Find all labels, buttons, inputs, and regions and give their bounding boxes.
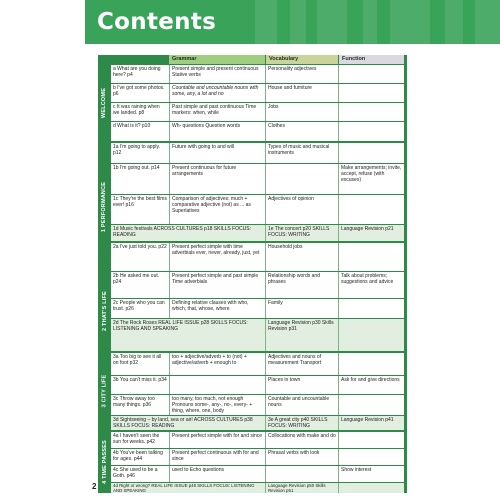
skills-row — [111, 319, 404, 351]
function-cell — [338, 143, 404, 163]
lesson-cell: 3c Throw away too many things. p36 — [113, 396, 155, 409]
lesson-cell: 1c They're the best films ever! p16 — [113, 196, 167, 209]
vocabulary-cell — [265, 164, 338, 194]
table-row — [111, 353, 404, 375]
vocabulary-cell: House and furniture — [265, 84, 338, 102]
table-row — [111, 195, 404, 224]
lesson-cell: 1a I'm going to apply. p12 — [113, 144, 161, 157]
banner-stripe — [390, 0, 430, 44]
function-cell — [338, 299, 404, 318]
section-label-welcome: WELCOME — [101, 87, 108, 119]
grammar-cell: Present perfect continuous with for and since — [169, 449, 265, 465]
vocabulary-cell: Collocations with make and do — [265, 432, 338, 448]
lesson-cell: 3a Too big to see it all on foot p32 — [113, 354, 162, 367]
contents-banner — [85, 0, 500, 44]
function-cell — [338, 65, 404, 83]
page-number: 2 — [92, 482, 97, 491]
table-row — [111, 164, 404, 194]
function-cell — [338, 243, 404, 271]
grammar-cell: Present perfect simple with for and since — [169, 432, 265, 448]
lesson-cell: 2c People who you can trust. p26 — [113, 300, 165, 313]
function-cell — [338, 449, 404, 465]
vocabulary-cell: Language Revision p50 Skills Revision p51 — [265, 483, 338, 493]
function-cell: Show interest — [338, 466, 404, 482]
lesson-cell: a What are you doing here? p4 — [113, 66, 161, 79]
table-row — [111, 376, 404, 394]
function-cell — [338, 395, 404, 415]
lesson-cell: d What is it? p10 — [113, 123, 151, 129]
lesson-cell: 4d Right or wrong? REAL LIFE ISSUE p48 SKILLS FOCUS: LISTENING AND SPEAKING — [113, 483, 255, 493]
vocabulary-cell: Family — [265, 299, 338, 318]
lesson-cell: 2b He asked me out. p24 — [113, 273, 160, 286]
banner-stripe — [475, 0, 500, 44]
table-row — [111, 65, 404, 83]
function-cell: Ask for and give directions — [338, 376, 404, 394]
skills-row — [111, 416, 404, 430]
vocabulary-cell: 1e The concert p20 SKILLS FOCUS: WRITING — [265, 225, 338, 241]
banner-stripe — [255, 0, 277, 44]
grammar-cell: Present perfect simple with time adverbials ever, never, already, just, yet — [169, 243, 265, 271]
function-cell: Language Revision p41 — [338, 416, 404, 430]
function-cell — [338, 84, 404, 102]
function-cell — [338, 103, 404, 121]
vocabulary-cell: Adjectives and nouns of measurement Transport — [265, 353, 338, 375]
vocabulary-cell — [265, 466, 338, 482]
vocabulary-cell: 3e A great city p40 SKILLS FOCUS: WRITING — [265, 416, 338, 430]
vocabulary-cell: Personality adjectives — [265, 65, 338, 83]
vocabulary-cell: Countable and uncountable nouns — [265, 395, 338, 415]
table-row — [111, 449, 404, 465]
lesson-cell: 1d Music festivals ACROSS CULTURES p18 SKILLS FOCUS: READING — [113, 226, 252, 239]
grammar-cell: too many, too much, not enough Pronouns some-, any-, no-, every- + thing, where, one, body — [169, 395, 265, 415]
lesson-cell: 2d The Rock Roses REAL LIFE ISSUE p28 SKILLS FOCUS: LISTENING AND SPEAKING — [113, 320, 248, 333]
header-function: Function — [339, 55, 404, 64]
header-lesson — [111, 55, 168, 64]
grammar-cell: used to Echo questions — [169, 466, 265, 482]
grammar-cell: Past simple and past continuous Time markers: when, while — [169, 103, 265, 121]
grammar-cell — [169, 376, 265, 394]
header-grammar: Grammar — [169, 55, 265, 64]
lesson-cell: b I've got some photos. p6 — [113, 85, 165, 98]
section-label-city-life: 3 CITY LIFE — [101, 374, 108, 408]
grammar-cell: Present continuous for future arrangements — [169, 164, 265, 194]
function-cell — [338, 432, 404, 448]
table-row — [111, 432, 404, 448]
lesson-cell: 4c She used to be a Goth. p46 — [113, 467, 158, 480]
header-vocabulary: Vocabulary — [266, 55, 338, 64]
lesson-cell: 3d Sightseeing – by land, sea or air! ACROSS CULTURES p38 SKILLS FOCUS: READING — [113, 417, 253, 430]
vocabulary-cell: Adjectives of opinion — [265, 195, 338, 224]
vocabulary-cell: Types of music and musical instruments — [265, 143, 338, 163]
lesson-cell: c It was raining when we landed. p8 — [113, 104, 160, 117]
function-cell — [338, 319, 404, 351]
table-row — [111, 272, 404, 298]
vocabulary-cell: Clothes — [265, 122, 338, 141]
vocabulary-cell: Jobs — [265, 103, 338, 121]
section-label-performance: 1 PERFORMANCE — [101, 181, 108, 233]
grammar-cell: Wh- questions Question words — [169, 122, 265, 141]
function-cell — [338, 122, 404, 141]
function-cell — [338, 483, 404, 493]
lesson-cell: 1b I'm going out. p14 — [113, 165, 160, 171]
vocabulary-cell: Household jobs — [265, 243, 338, 271]
vocabulary-cell: Places in town — [265, 376, 338, 394]
function-cell — [338, 353, 404, 375]
lesson-cell: 3b You can't miss it. p34 — [113, 377, 167, 383]
table-row — [111, 84, 404, 102]
table-row — [111, 466, 404, 482]
table-row — [111, 299, 404, 318]
section-label-thats-life: 2 THAT'S LIFE — [101, 291, 108, 331]
table-row — [111, 122, 404, 141]
table-row — [111, 143, 404, 163]
lesson-cell: 2a I've just told you. p22 — [113, 244, 167, 250]
grammar-cell: too + adjective/adverb + to (not) + adjective/adverb + enough to — [169, 353, 265, 375]
grammar-cell: Future with going to and will — [169, 143, 265, 163]
banner-stripe — [445, 0, 463, 44]
function-cell: Language Revision p21 — [338, 225, 404, 241]
section-label-time-passes: 4 TIME PASSES — [101, 440, 108, 484]
lesson-cell: 4b You've been talking for ages. p44 — [113, 450, 163, 463]
function-cell: Make arrangements; invite, accept, refuse (with excuses) — [338, 164, 404, 194]
table-row — [111, 103, 404, 121]
lesson-cell: 4a I haven't seen the sun for weeks. p42 — [113, 433, 160, 446]
banner-stripe — [290, 0, 306, 44]
skills-row — [111, 225, 404, 241]
table-row — [111, 395, 404, 415]
grammar-cell: Defining relative clauses with who, which, that, whose, where — [169, 299, 265, 318]
vocabulary-cell: Language Revision p30 Skills Revision p31 — [265, 319, 338, 351]
page-title: Contents — [97, 9, 217, 35]
grammar-cell: Comparison of adjectives: much + comparative adjective (not) as ... as Superlatives — [169, 195, 265, 224]
function-cell — [338, 195, 404, 224]
function-cell: Talk about problems; suggestions and advice — [338, 272, 404, 298]
grammar-cell: Countable and uncountable nouns with some, any, a lot and no — [169, 84, 265, 102]
vocabulary-cell: Phrasal verbs with look — [265, 449, 338, 465]
table-row — [111, 243, 404, 271]
grammar-cell: Present perfect simple and past simple Time adverbials — [169, 272, 265, 298]
contents-table — [98, 55, 407, 493]
grammar-cell: Present simple and present continuous Stative verbs — [169, 65, 265, 83]
vocabulary-cell: Relationship words and phrases — [265, 272, 338, 298]
skills-row — [111, 483, 404, 493]
banner-stripe — [317, 0, 347, 44]
banner-stripe — [363, 0, 377, 44]
